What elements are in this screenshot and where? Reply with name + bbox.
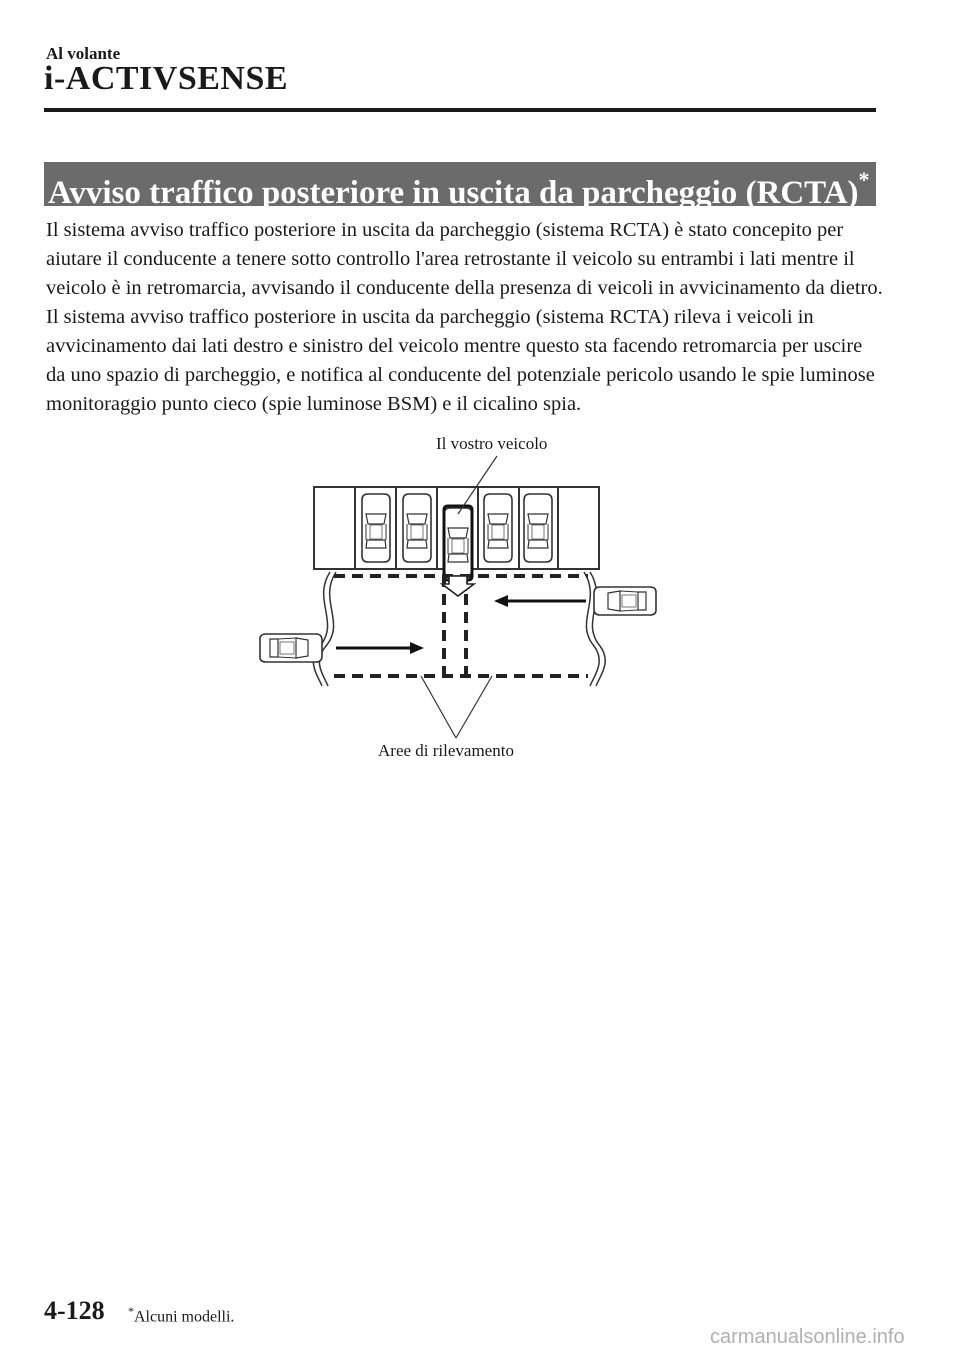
parked-car: [524, 494, 552, 562]
own-vehicle: [444, 506, 472, 580]
footnote-marker: *: [128, 1304, 134, 1318]
body-text: [46, 216, 886, 419]
topic-title-band: [44, 162, 876, 211]
chapter-label: Al volante: [46, 44, 121, 63]
section-title: i-ACTIVSENSE: [44, 60, 289, 97]
approach-arrow-left: [336, 642, 424, 654]
footnote: [128, 1304, 234, 1326]
parked-car: [362, 494, 390, 562]
watermark: carmanualsonline.info: [710, 1326, 905, 1348]
header-rule: [44, 108, 876, 112]
approach-arrow-right: [494, 595, 586, 607]
paragraph-2: Il sistema avviso traffico posteriore in uscita da parcheggio (sistema RCTA) rileva i veicoli in avvicinamento dai lati destro e sinistro del veicolo mentre questo sta facendo retromarcia per uscire da uno spazio di parcheggio, e notifica al conducente del potenziale pericolo usando le spie luminose monitoraggio punto cieco (spie luminose BSM) e il cicalino spia.: [46, 306, 875, 415]
approaching-car-right: [594, 587, 656, 615]
approaching-car-left: [260, 634, 322, 662]
parked-car: [484, 494, 512, 562]
parked-car: [403, 494, 431, 562]
topic-title-text: Avviso traffico posteriore in uscita da parcheggio (RCTA): [48, 175, 859, 211]
page-number: 4-128: [44, 1296, 105, 1325]
topic-title: [48, 167, 870, 211]
label-own-vehicle: Il vostro veicolo: [436, 434, 548, 453]
footnote-text: Alcuni modelli.: [134, 1308, 235, 1326]
paragraph-1: Il sistema avviso traffico posteriore in uscita da parcheggio (sistema RCTA) è stato concepito per aiutare il conducente a tenere sotto controllo l'area retrostante il veicolo su entrambi i lati mentre il veicolo è in retromarcia, avvisando il conducente della presenza di veicoli in avvicinamento da dietro.: [46, 219, 883, 299]
topic-title-marker: *: [858, 167, 870, 192]
rcta-diagram: [250, 428, 680, 768]
label-detection-areas: Aree di rilevamento: [378, 741, 514, 760]
